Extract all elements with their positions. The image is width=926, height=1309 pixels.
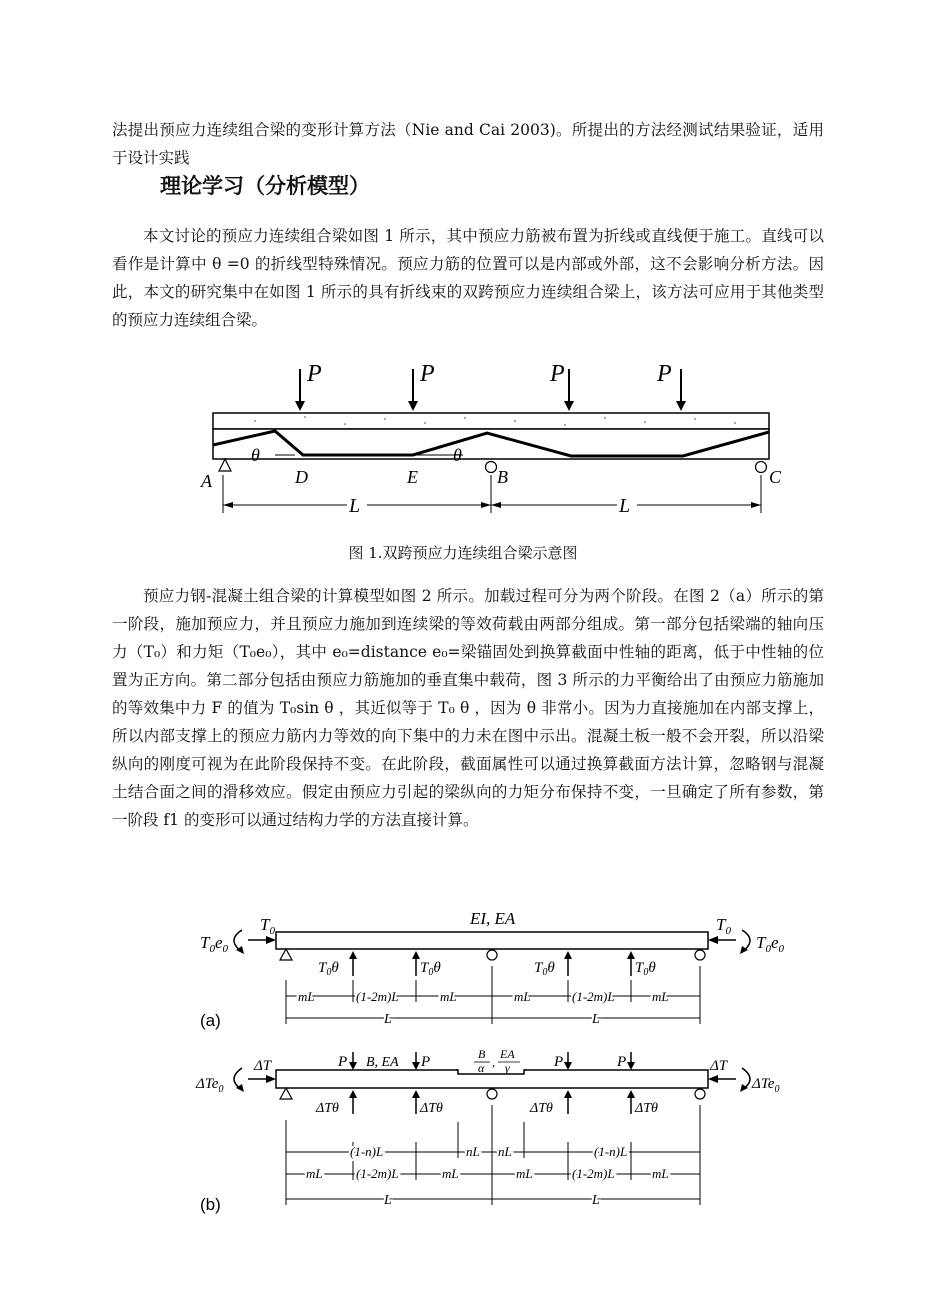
dim-2b-mid-3: mL (442, 1166, 459, 1181)
load-label-1: P (307, 361, 322, 387)
theta-label-right: θ (453, 445, 462, 465)
panel-label-a: (a) (200, 1011, 221, 1030)
dim-2b-top-3: nL (498, 1144, 512, 1159)
load-2b-2: P (421, 1054, 431, 1070)
figure-2a-diagram (190, 906, 800, 1036)
point-label-D: D (295, 467, 308, 487)
span-2a-left: L (384, 1012, 392, 1027)
up-force-1: $T_0\theta$ (318, 960, 339, 978)
end-force-right: $T_0$ (716, 915, 731, 937)
dim-2a-1: mL (298, 989, 315, 1004)
dim-2b-mid-1: mL (306, 1166, 323, 1181)
load-label-4: P (657, 361, 672, 387)
dim-2b-top-4: (1-n)L (594, 1144, 628, 1159)
dim-2a-3: mL (440, 989, 457, 1004)
up-force-2: $T_0\theta$ (420, 960, 441, 978)
up-force-4: $T_0\theta$ (635, 960, 656, 978)
dim-2a-6: mL (652, 989, 669, 1004)
dim-2b-mid-4: mL (516, 1166, 533, 1181)
svg-text:γ: γ (505, 1061, 510, 1075)
up-force-2b-1: ΔTθ (316, 1101, 339, 1116)
dim-2a-2: (1-2m)L (356, 989, 399, 1004)
point-loads (295, 369, 686, 411)
pin-support-2a (280, 949, 292, 960)
theta-label-left: θ (251, 445, 260, 465)
roller-mid-2b (487, 1089, 497, 1099)
pin-support-A (219, 459, 231, 471)
point-label-C: C (769, 467, 782, 487)
svg-text:,: , (492, 1055, 495, 1069)
dim-2b-mid-2: (1-2m)L (356, 1166, 399, 1181)
end-moment-left: $T_0e_0$ (200, 933, 229, 955)
paragraph-1: 本文讨论的预应力连续组合梁如图 1 所示，其中预应力筋被布置为折线或直线便于施工。直线可以看作是计算中 θ =0 的折线型特殊情况。预应力筋的位置可以是内部或外部，这不会影响分析方法。因此，本文的研究集中在如图 1 所示的具有折线束的双跨预应力连续组合梁上，该方法可应用于其他类型的预应力连续组合梁。 (112, 227, 824, 329)
dim-2b-mid-5: (1-2m)L (572, 1166, 615, 1181)
dim-2a-5: (1-2m)L (572, 989, 615, 1004)
svg-text:B: B (478, 1050, 486, 1061)
dim-2b-top-1: (1-n)L (350, 1144, 384, 1159)
svg-text:EA: EA (500, 1050, 515, 1061)
beam-2b-notch (458, 1068, 524, 1074)
roller-mid-2a (487, 950, 497, 960)
dim-2b-top-2: nL (466, 1144, 480, 1159)
stiffness-label-2a: EI, EA (470, 909, 516, 928)
pin-support-2b (280, 1088, 292, 1099)
up-force-2b-3: ΔTθ (530, 1101, 553, 1116)
span-2b-right: L (592, 1193, 600, 1208)
end-moment-right: $T_0e_0$ (756, 933, 785, 955)
load-2b-4: P (617, 1054, 627, 1070)
end-force-left: $T_0$ (260, 915, 275, 937)
up-force-2b-2: ΔTθ (420, 1101, 443, 1116)
load-2b-3: P (554, 1054, 564, 1070)
roller-end-2a (695, 950, 705, 960)
roller-support-B (486, 462, 497, 473)
dimension-lines-2b (286, 1105, 700, 1205)
span-label-right: L (619, 495, 631, 517)
section-heading: 理论学习（分析模型） (160, 174, 370, 198)
dim-2a-4: mL (514, 989, 531, 1004)
delta-Te-left: ΔTe$_0$ (196, 1076, 224, 1095)
delta-Te-right: ΔTe$_0$ (752, 1076, 780, 1095)
roller-support-C (756, 462, 767, 473)
delta-T-left: ΔT (254, 1058, 272, 1074)
figure-1-caption: 图 1.双跨预应力连续组合梁示意图 (348, 544, 578, 562)
beam-2a (276, 932, 708, 949)
span-2a-right: L (592, 1012, 600, 1027)
span-2b-left: L (384, 1193, 392, 1208)
paragraph-intro: 法提出预应力连续组合梁的变形计算方法（Nie and Cai 2003)。所提出的方法经测试结果验证，适用于设计实践 (112, 121, 824, 167)
load-label-2: P (420, 361, 435, 387)
up-force-2b-4: ΔTθ (635, 1101, 658, 1116)
stiffness-left-2b: B, EA (366, 1055, 399, 1070)
figure-2b-diagram (190, 1050, 800, 1235)
load-label-3: P (550, 361, 565, 387)
paragraph-2: 预应力钢-混凝土组合梁的计算模型如图 2 所示。加载过程可分为两个阶段。在图 2（a）所示的第一阶段，施加预应力，并且预应力施加到连续梁的等效荷载由两部分组成。第一部分包括梁端的轴向压力（T₀）和力矩（T₀e₀），其中 e₀=distance e₀=梁锚固处到换算截面中性轴的距离，低于中性轴的位置为正方向。第二部分包括由预应力筋施加的垂直集中载荷，图 3 所示的力平衡给出了由预应力筋施加的等效集中力 F 的值为 T₀sin θ ，其近似等于 T₀ θ ，因为 θ 非常小。因为力直接施加在内部支撑上，所以内部支撑上的预应力筋内力等效的向下集中的力未在图中示出。混凝土板一般不会开裂，所以沿梁纵向的刚度可视为在此阶段保持不变。在此阶段，截面属性可以通过换算截面方法计算，忽略钢与混凝土结合面之间的滑移效应。假定由预应力引起的梁纵向的力矩分布保持不变，一旦确定了所有参数，第一阶段 f1 的变形可以通过结构力学的方法直接计算。 (112, 587, 824, 829)
concrete-slab (213, 413, 769, 429)
figure-1-beam-diagram (195, 355, 795, 525)
point-label-A: A (201, 471, 212, 491)
panel-label-b: (b) (200, 1195, 221, 1214)
load-2b-1: P (338, 1054, 348, 1070)
span-label-left: L (349, 495, 361, 517)
point-label-B: B (497, 467, 508, 487)
svg-text:α: α (478, 1061, 485, 1075)
up-force-3: $T_0\theta$ (534, 960, 555, 978)
roller-end-2b (695, 1089, 705, 1099)
dim-2b-mid-6: mL (652, 1166, 669, 1181)
delta-T-right: ΔT (710, 1058, 728, 1074)
point-label-E: E (407, 467, 418, 487)
